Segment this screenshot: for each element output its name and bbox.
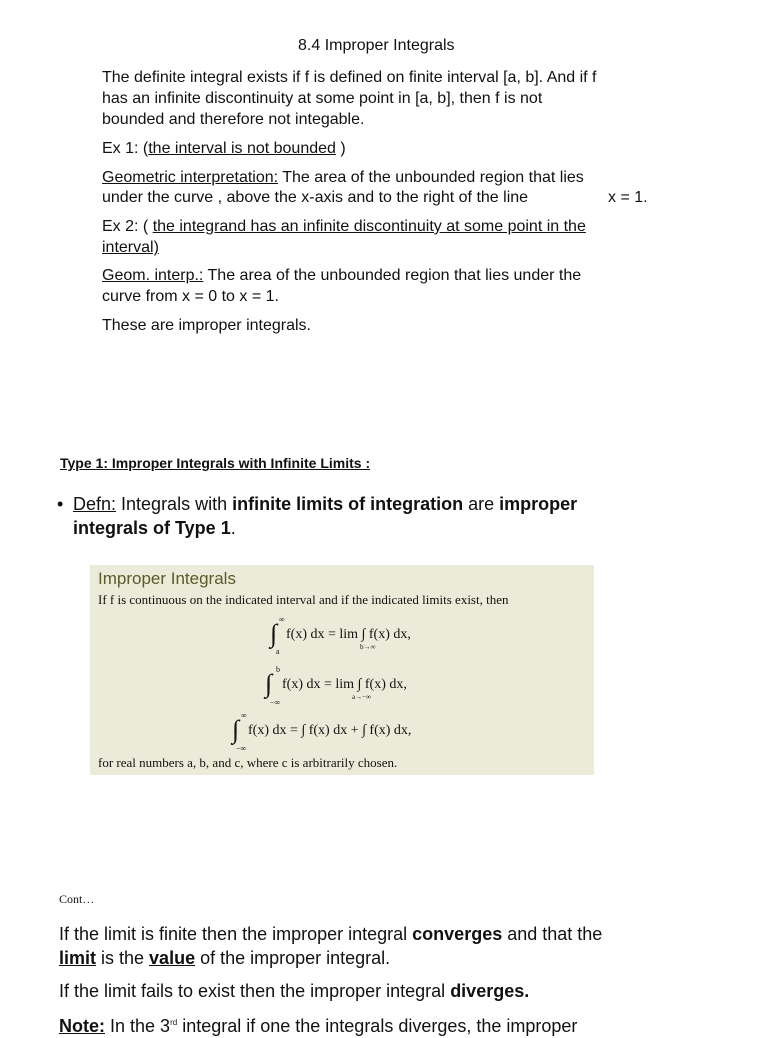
- formula-1: f(x) dx = lim ∫ f(x) dx,: [286, 627, 411, 642]
- example-1: [102, 139, 346, 159]
- convergence-paragraph: [59, 922, 602, 946]
- geometric-interpretation-text: The area of the unbounded region that lies: [278, 169, 584, 186]
- geom-interp-text: The area of the unbounded region that lies under the: [203, 267, 582, 284]
- box-title: Improper Integrals: [98, 569, 236, 588]
- convergence-paragraph-line-2: [59, 946, 390, 970]
- definition-bold-3: integrals of Type 1: [73, 518, 231, 538]
- integral-sign-icon: ∫: [232, 715, 240, 744]
- diverges-term: diverges.: [450, 981, 530, 1001]
- geom-interp-label: Geom. interp.:: [102, 267, 204, 284]
- formula-3: f(x) dx = ∫ f(x) dx + ∫ f(x) dx,: [248, 723, 412, 738]
- para1-text-1: If the limit is finite then the improper integral: [59, 924, 413, 944]
- continued-label: Cont…: [59, 892, 95, 906]
- example-1-prefix: Ex 1: (: [102, 140, 149, 157]
- definition-label: Defn:: [73, 494, 117, 514]
- example-1-condition: the interval is not bounded: [148, 140, 336, 157]
- para1-text-3: is the: [96, 948, 150, 968]
- example-2-line-2: interval): [102, 239, 159, 256]
- page-title: 8.4 Improper Integrals: [298, 37, 455, 54]
- box-subtitle: If f is continuous on the indicated interval and if the indicated limits exist, then: [98, 592, 509, 607]
- improper-integrals-box: Improper Integrals If f is continuous on the indicated interval and if the indicated limits exist, then ∫ ∞ a f(x) dx = lim ∫ f(x) dx, b→∞ ∫ b −∞ f(x) dx = lim ∫ f(x) dx, a→−∞ ∫ ∞ −∞ f(x) dx = ∫ f(x) dx + ∫ f(x) dx, for real numbers a, b, and c, where c is arbitrarily chosen.: [90, 565, 594, 775]
- definition-text-3: .: [230, 518, 236, 538]
- note-text-2: integral if one the integrals diverges, the improper: [177, 1016, 578, 1036]
- closing-statement: These are improper integrals.: [102, 317, 311, 334]
- integral-sign-icon: ∫: [270, 619, 278, 648]
- definition-bold-2: improper: [499, 494, 578, 514]
- note-superscript: rd: [170, 1018, 178, 1027]
- definition-bold-1: infinite limits of integration: [232, 494, 464, 514]
- geometric-interpretation-label: Geometric interpretation:: [102, 169, 279, 186]
- para2-text-1: If the limit fails to exist then the improper integral: [59, 981, 451, 1001]
- definition-line-2: [73, 516, 236, 540]
- definition-bullet: •: [57, 494, 64, 514]
- geometric-interpretation-1-equation: x = 1.: [608, 189, 648, 206]
- integral-sign-icon: ∫: [265, 669, 273, 698]
- para1-text-2: and that the: [502, 924, 603, 944]
- note-text-1: In the 3: [105, 1016, 171, 1036]
- value-term: value: [149, 948, 196, 968]
- definition: [73, 492, 683, 516]
- intro-line-2: has an infinite discontinuity at some point in [a, b], then f is not: [102, 90, 543, 107]
- definition-text-2: are: [463, 494, 500, 514]
- formula-1-limit: b→∞: [360, 643, 376, 651]
- definition-text-1: Integrals with: [116, 494, 233, 514]
- note-paragraph: [59, 1011, 577, 1038]
- formula-2-limit: a→−∞: [352, 693, 372, 701]
- example-1-suffix: ): [335, 140, 346, 157]
- converges-term: converges: [412, 924, 503, 944]
- limit-term: limit: [59, 948, 97, 968]
- geometric-interpretation-1-line-2: under the curve , above the x-axis and to the right of the line: [102, 189, 529, 206]
- box-footer: for real numbers a, b, and c, where c is arbitrarily chosen.: [98, 755, 398, 770]
- example-2-condition: the integrand has an infinite discontinuity at some point in the: [152, 218, 586, 235]
- intro-line-1: The definite integral exists if f is defined on finite interval [a, b]. And if f: [102, 69, 597, 86]
- example-2-prefix: Ex 2: (: [102, 218, 153, 235]
- intro-line-3: bounded and therefore not integable.: [102, 111, 365, 128]
- formula-2: f(x) dx = lim ∫ f(x) dx,: [282, 677, 407, 692]
- note-label: Note:: [59, 1016, 105, 1036]
- para1-text-4: of the improper integral.: [195, 948, 391, 968]
- example-2: [102, 217, 586, 237]
- geometric-interpretation-1: [102, 168, 584, 188]
- type-1-heading: Type 1: Improper Integrals with Infinite Limits :: [60, 455, 371, 471]
- geometric-interpretation-2: [102, 266, 581, 286]
- divergence-paragraph: [59, 979, 529, 1003]
- geometric-interpretation-2-line-2: curve from x = 0 to x = 1.: [102, 288, 279, 305]
